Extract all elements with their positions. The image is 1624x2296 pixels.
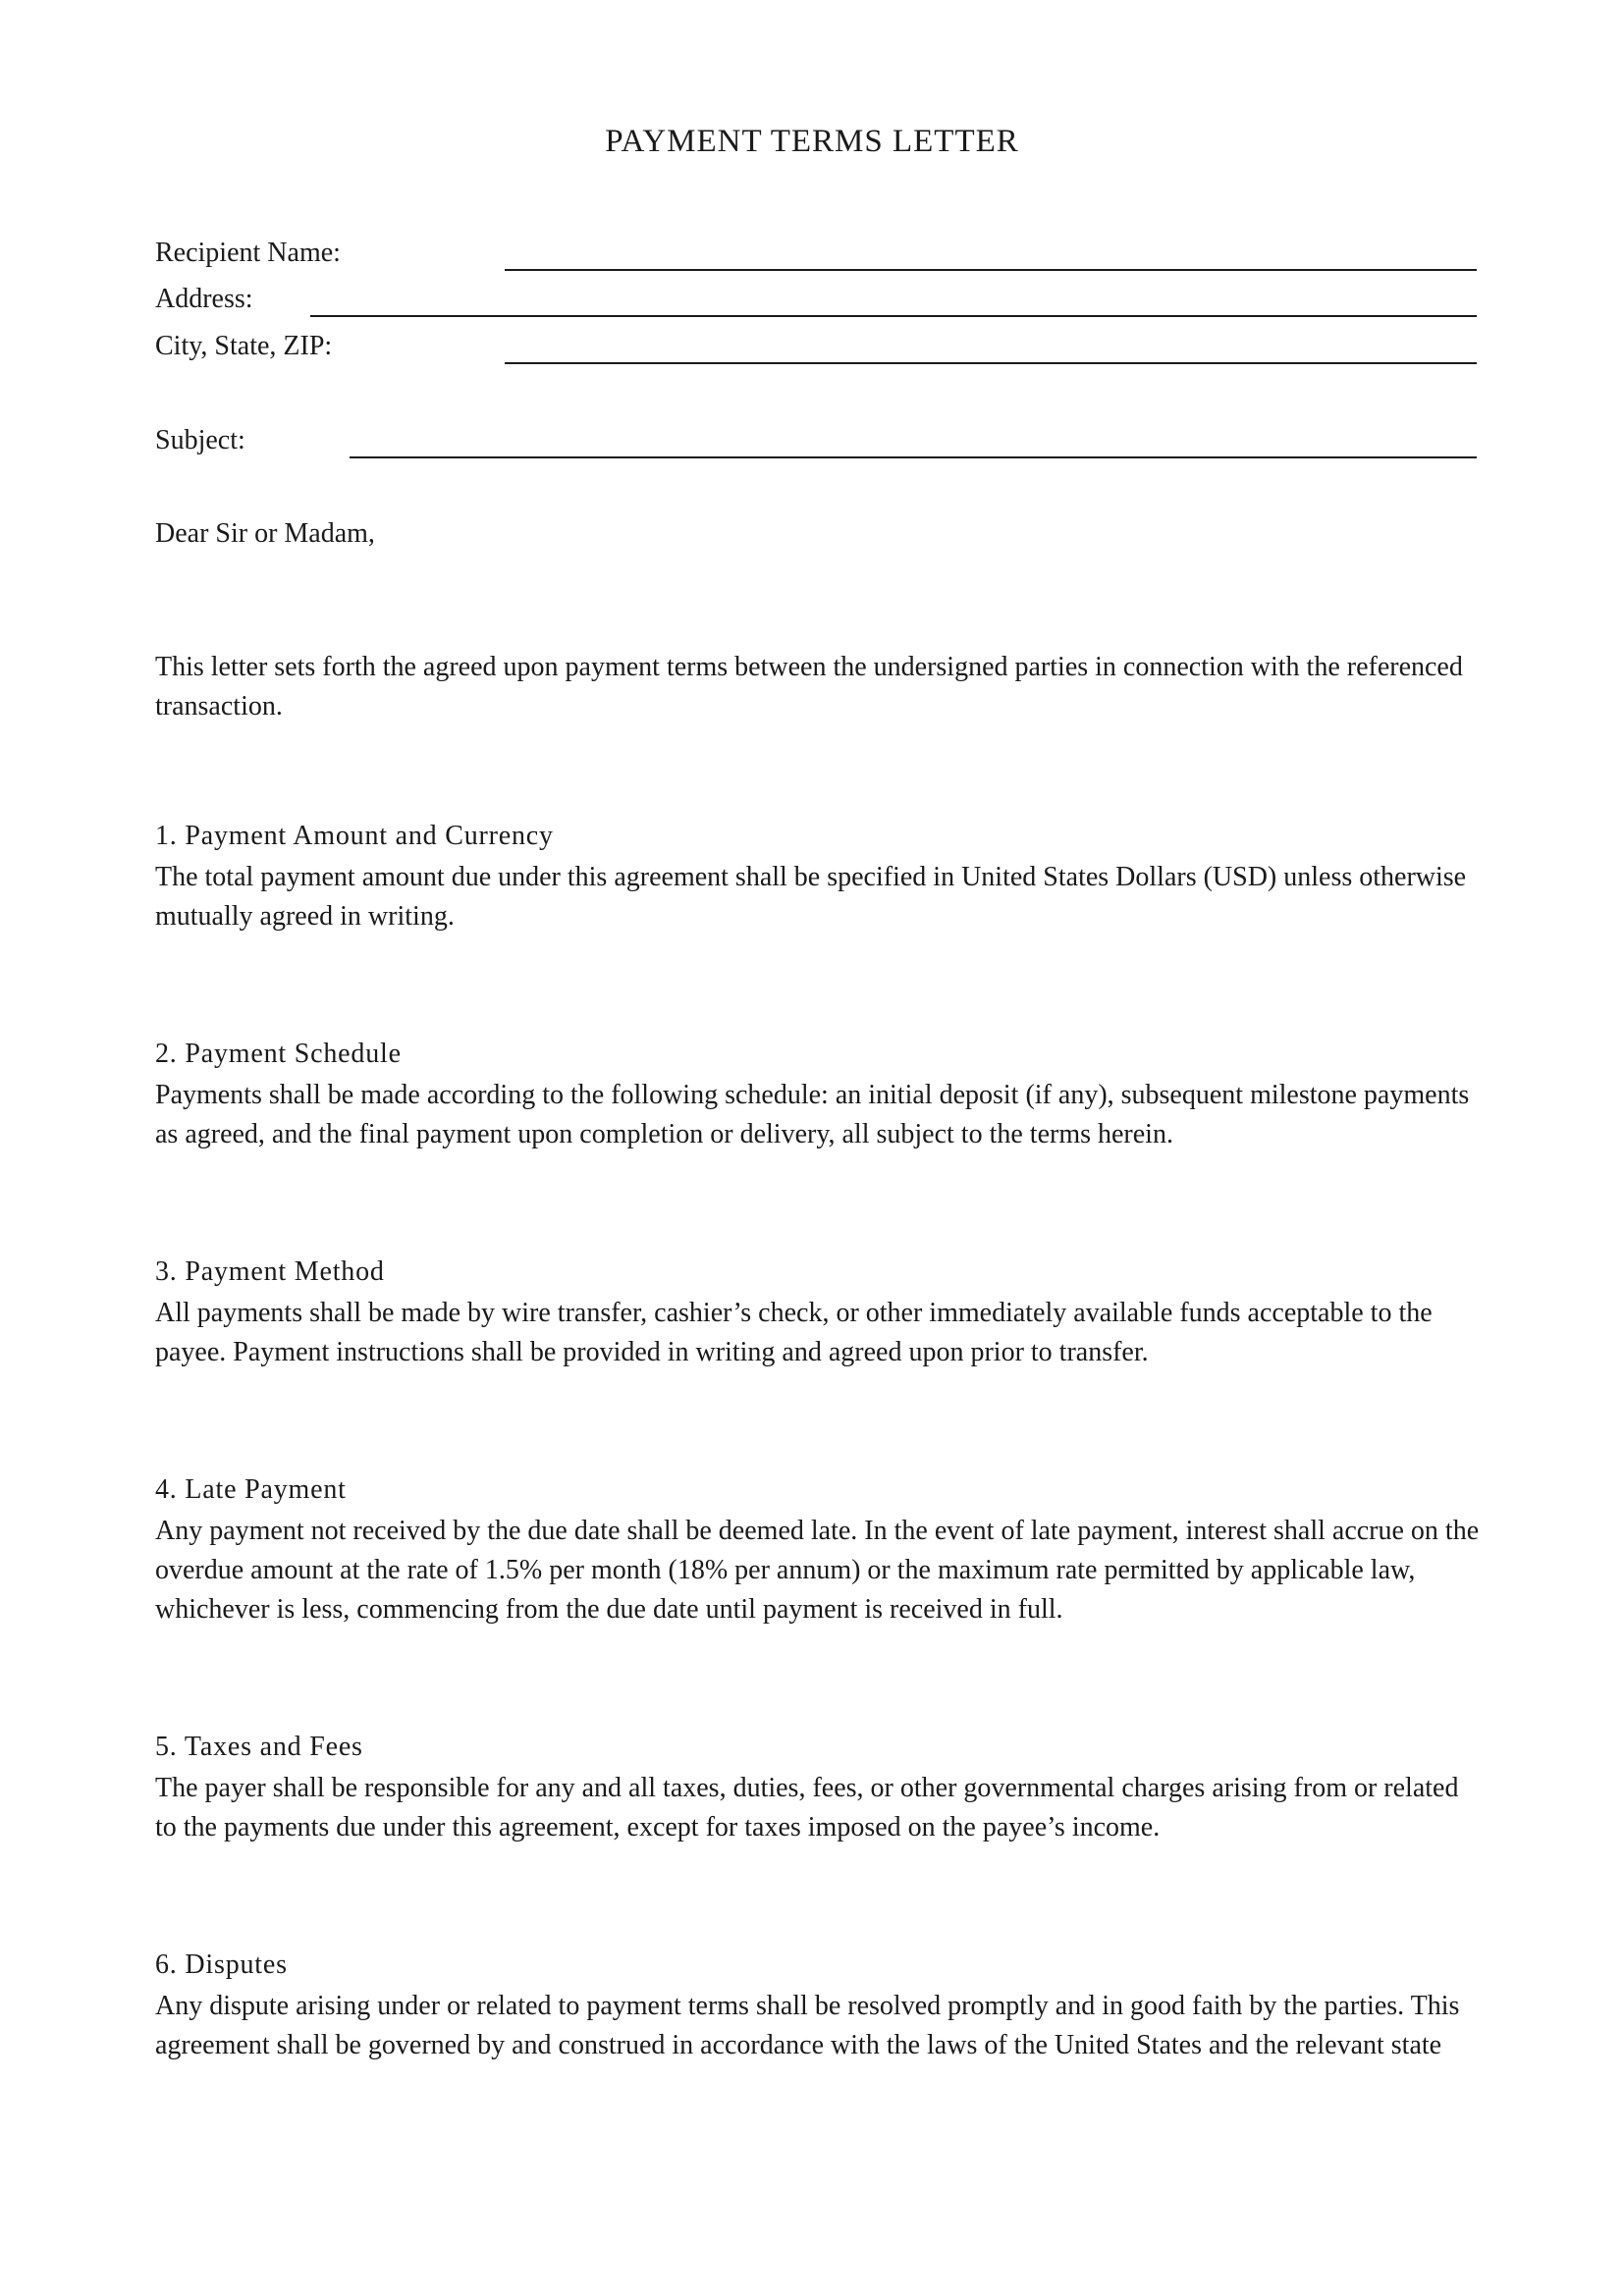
city-state-zip-label: City, State, ZIP: xyxy=(155,331,333,361)
section-payment-method xyxy=(155,1256,1481,1372)
subject-label: Subject: xyxy=(155,425,245,455)
section-body: Payments shall be made according to the following schedule: an initial deposit (if any), subsequent milestone payments as agreed, and the final payment upon completion or delivery, all subject to the terms herein. xyxy=(155,1080,1470,1149)
section-heading: 4. Late Payment xyxy=(155,1474,347,1505)
section-taxes-fees xyxy=(155,1732,1481,1847)
section-payment-amount xyxy=(155,821,1481,936)
section-payment-schedule xyxy=(155,1039,1481,1154)
recipient-name-field xyxy=(155,238,1477,277)
address-label: Address: xyxy=(155,284,253,314)
salutation: Dear Sir or Madam, xyxy=(155,518,375,549)
section-heading: 1. Payment Amount and Currency xyxy=(155,821,554,851)
city-state-zip-line[interactable] xyxy=(505,362,1477,364)
section-body: The total payment amount due under this agreement shall be specified in United States Dollars (USD) unless otherwise mutually agreed in writing. xyxy=(155,862,1467,932)
section-disputes xyxy=(155,1949,1481,2065)
subject-field xyxy=(155,425,1477,464)
section-heading: 6. Disputes xyxy=(155,1949,288,1980)
recipient-name-label: Recipient Name: xyxy=(155,238,341,268)
section-heading: 3. Payment Method xyxy=(155,1256,385,1287)
document-title: PAYMENT TERMS LETTER xyxy=(605,124,1019,159)
section-body: The payer shall be responsible for any and all taxes, duties, fees, or other governmental charges arising from or related to the payments due under this agreement, except for taxes imposed on the payee’s income. xyxy=(155,1773,1459,1842)
address-field xyxy=(155,284,1477,323)
section-heading: 2. Payment Schedule xyxy=(155,1039,402,1069)
subject-line[interactable] xyxy=(350,456,1477,458)
section-body: All payments shall be made by wire transfer, cashier’s check, or other immediately available funds acceptable to the payee. Payment instructions shall be provided in writing and agreed upon prior to transfer. xyxy=(155,1298,1433,1367)
section-body: Any dispute arising under or related to payment terms shall be resolved promptly and in good faith by the parties. This agreement shall be governed by and construed in accordance with the laws of the United States and the relevant state xyxy=(155,1991,1460,2060)
city-state-zip-field xyxy=(155,331,1477,370)
section-late-payment xyxy=(155,1474,1481,1629)
section-body: Any payment not received by the due date shall be deemed late. In the event of late payment, interest shall accrue on the overdue amount at the rate of 1.5% per month (18% per annum) or the maximum rate permitted by applicable law, whichever is less, commencing from the due date until payment is received in full. xyxy=(155,1516,1480,1625)
intro-paragraph: This letter sets forth the agreed upon payment terms between the undersigned parties in connection with the referenced transaction. xyxy=(155,652,1463,721)
recipient-name-line[interactable] xyxy=(505,269,1477,271)
section-heading: 5. Taxes and Fees xyxy=(155,1732,363,1762)
address-line[interactable] xyxy=(310,315,1477,317)
